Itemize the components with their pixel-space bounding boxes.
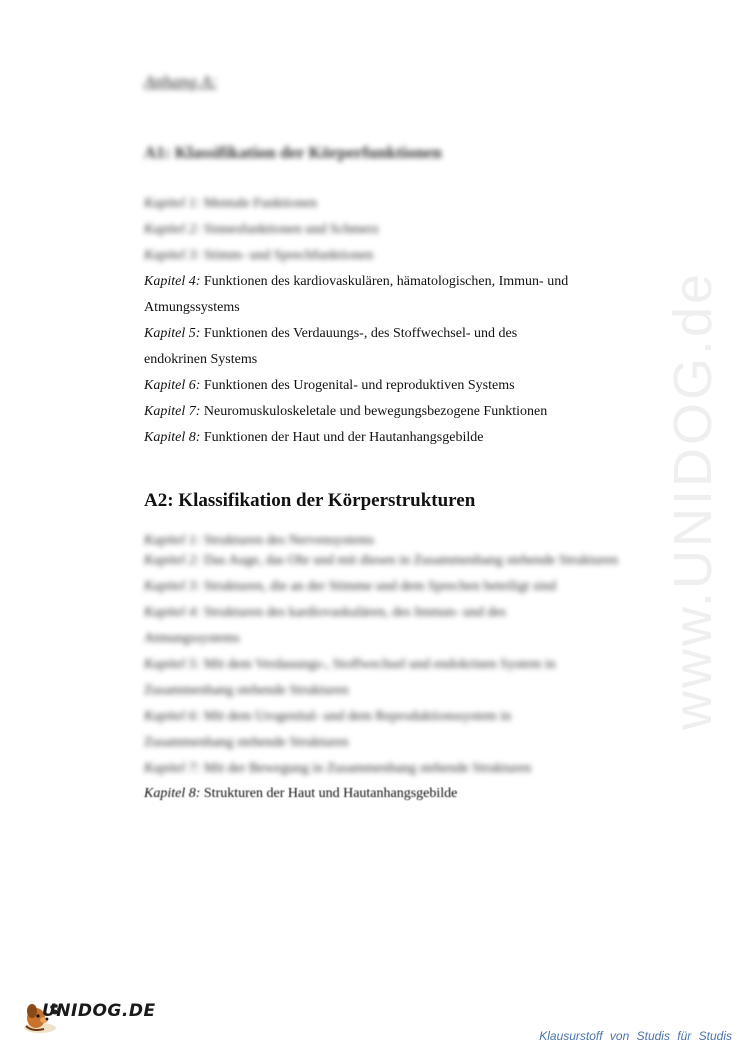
a2-kapitel-4: Kapitel 4: Strukturen des kardiovaskulären, des Immun- und des xyxy=(144,605,506,620)
a2-kapitel-7: Kapitel 7: Mit der Bewegung in Zusammenhang stehende Strukturen xyxy=(144,761,532,776)
a2-kapitel-6-cont: Zusammenhang stehende Strukturen xyxy=(144,735,349,750)
a1-kapitel-7: Kapitel 7: Neuromuskuloskeletale und bewegungsbezogene Funktionen xyxy=(144,404,548,419)
anhang-heading: Anhang A: xyxy=(144,72,217,91)
a2-kapitel-3: Kapitel 3: Strukturen, die an der Stimme und dem Sprechen beteiligt sind xyxy=(144,579,557,594)
a1-kapitel-8: Kapitel 8: Funktionen der Haut und der Hautanhangsgebilde xyxy=(144,430,484,445)
a1-kapitel-5: Kapitel 5: Funktionen des Verdauungs-, des Stoffwechsel- und des xyxy=(144,326,518,341)
a2-kapitel-2: Kapitel 2: Das Auge, das Ohr und mit diesen in Zusammenhang stehende Strukturen xyxy=(144,553,618,568)
section-a2-title: A2: Klassifikation der Körperstrukturen xyxy=(144,490,476,511)
watermark-text: www.UNIDOG.de xyxy=(663,270,723,730)
a1-kapitel-6: Kapitel 6: Funktionen des Urogenital- und reproduktiven Systems xyxy=(144,378,515,393)
a2-kapitel-4-cont: Atmungssystems xyxy=(144,631,240,646)
a2-kapitel-1: Kapitel 1: Strukturen des Nervensystems xyxy=(144,533,375,548)
a1-kapitel-4-cont: Atmungssystems xyxy=(144,300,240,315)
a2-kapitel-5-cont: Zusammenhang stehende Strukturen xyxy=(144,683,349,698)
a1-kapitel-3: Kapitel 3: Stimm- und Sprechfunktionen xyxy=(144,248,374,263)
footer-tagline: Klausurstoff von Studis für Studis xyxy=(539,1029,732,1043)
a2-kapitel-5: Kapitel 5: Mit dem Verdauungs-, Stoffwechsel und endokrinen System in xyxy=(144,657,556,672)
a1-kapitel-5-cont: endokrinen Systems xyxy=(144,352,258,367)
a1-kapitel-1: Kapitel 1: Mentale Funktionen xyxy=(144,196,318,211)
a1-kapitel-2: Kapitel 2: Sinnesfunktionen und Schmerz xyxy=(144,222,379,237)
section-a1-title: A1: Klassifikation der Körperfunktionen xyxy=(144,143,442,162)
unidog-logo-text: UNIDOG.DE xyxy=(42,1001,156,1021)
a2-kapitel-8: Kapitel 8: Strukturen der Haut und Hautanhangsgebilde xyxy=(144,786,458,801)
a2-kapitel-6: Kapitel 6: Mit dem Urogenital- und dem Reproduktionssystem in xyxy=(144,709,512,724)
a1-kapitel-4: Kapitel 4: Funktionen des kardiovaskulären, hämatologischen, Immun- und xyxy=(144,274,569,289)
